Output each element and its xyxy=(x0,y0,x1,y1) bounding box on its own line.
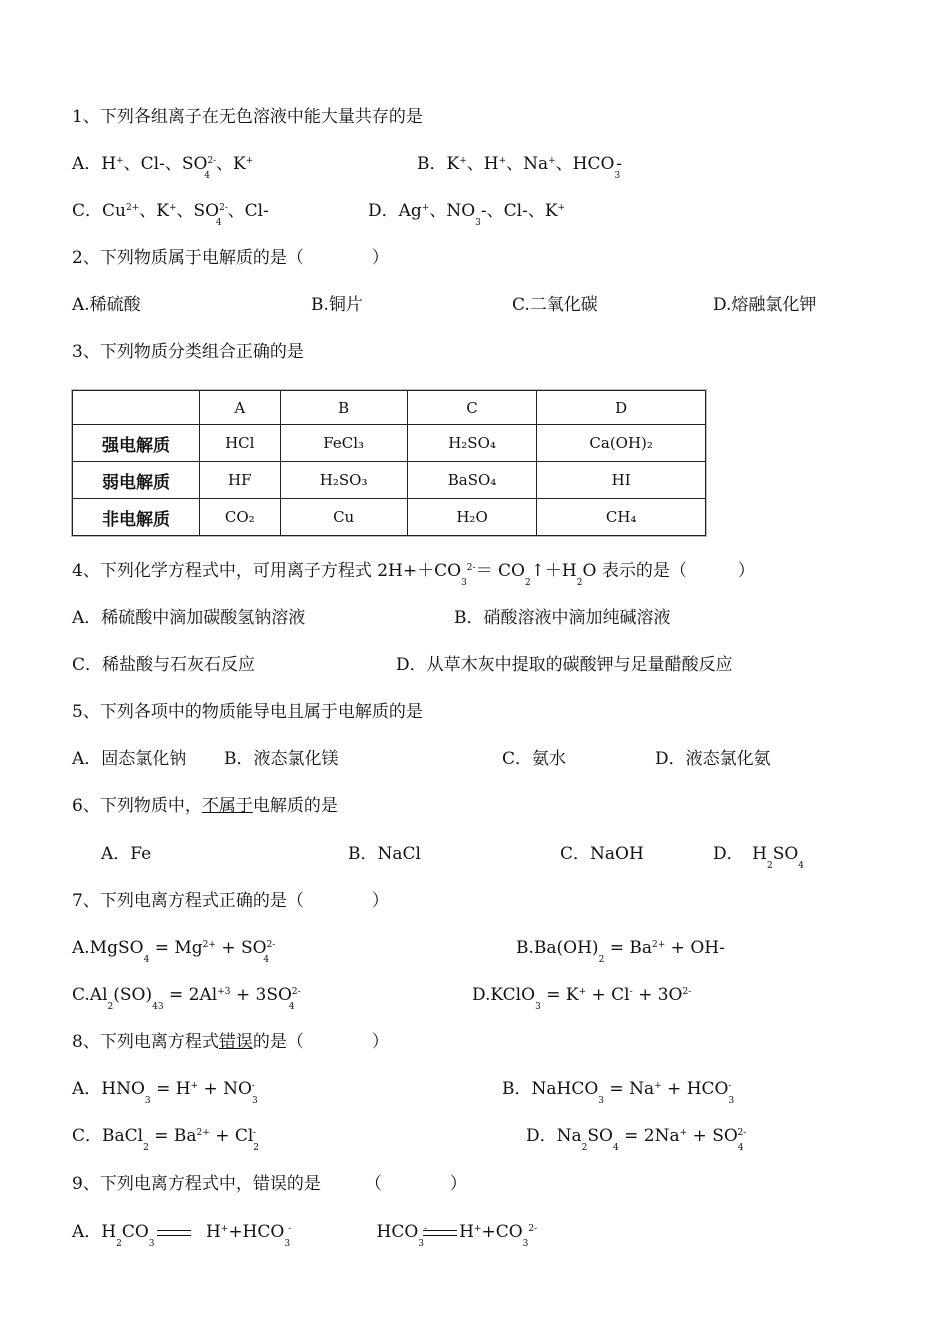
question-6-stem: 6、下列物质中，不属于电解质的是 xyxy=(72,796,338,816)
table-cell: Cu xyxy=(280,499,407,536)
question-7-stem: 7、下列电离方程式正确的是（ ） xyxy=(72,891,389,911)
q7-option-b: $B.Ba(OH)_2 = Ba^{2+} + OH-$ xyxy=(516,938,725,965)
q6-option-a: A．Fe xyxy=(101,844,152,864)
q5-option-b: B．液态氯化镁 xyxy=(224,749,339,769)
q7-option-c: $C.Al_2(SO)_{43} = 2Al^{+3} + 3SO^{2-}_4$ xyxy=(72,985,301,1012)
question-2-stem: 2、下列物质属于电解质的是（ ） xyxy=(72,248,389,268)
q8-option-c: C．BaCl$_2$ = $Ba^{2+} + Cl_2^-$ xyxy=(72,1126,260,1153)
table-row xyxy=(73,462,706,499)
q2-option-d: D.熔融氯化钾 xyxy=(713,295,817,315)
q4-option-b: B．硝酸溶液中滴加纯碱溶液 xyxy=(454,608,671,628)
table-cell: FeCl₃ xyxy=(280,425,407,462)
q1-option-c: C．$Cu^{2+}$、K+、$SO^{2-}_4$、Cl- xyxy=(72,201,269,228)
q8-option-b: B．NaHCO$_3$ = $Na^+ + HCO_3^-$ xyxy=(502,1079,735,1106)
q2-option-a: A.稀硫酸 xyxy=(72,295,141,315)
q5-option-d: D．液态氯化氨 xyxy=(655,749,771,769)
table-cell: HF xyxy=(200,462,281,499)
q1-option-d: D．Ag+、$NO_3-$、Cl-、K+ xyxy=(368,201,566,228)
row-header: 非电解质 xyxy=(73,499,200,536)
table-header-cell: D xyxy=(537,391,706,425)
table-row xyxy=(73,499,706,536)
q2-option-b: B.铜片 xyxy=(311,295,363,315)
table-cell: H₂SO₄ xyxy=(407,425,537,462)
table-header-row xyxy=(73,391,706,425)
question-1-stem: 1、下列各组离子在无色溶液中能大量共存的是 xyxy=(72,107,423,127)
question-5-stem: 5、下列各项中的物质能导电且属于电解质的是 xyxy=(72,702,423,722)
table-cell: HCl xyxy=(200,425,281,462)
q4-option-c: C．稀盐酸与石灰石反应 xyxy=(72,655,256,675)
question-9-stem: 9、下列电离方程式中，错误的是 （ ） xyxy=(72,1174,467,1194)
q8-option-d: D．$Na_2SO_4 = 2Na^+ + SO_4^{2-}$ xyxy=(526,1126,747,1153)
q7-option-a: A.MgSO$_4$ = $Mg^{2+} + SO^{2-}_4$ xyxy=(72,938,276,965)
table-cell: HI xyxy=(537,462,706,499)
classification-table xyxy=(72,390,706,536)
question-4-stem: 4、下列化学方程式中，可用离子方程式 $2H++CO_3^{2-}=$ $CO_2↑+H_2O$ 表示的是（ ） xyxy=(72,561,755,588)
table-cell: H₂O xyxy=(407,499,537,536)
equilibrium-arrow-icon xyxy=(157,1227,191,1239)
q4-option-d: D．从草木灰中提取的碳酸钾与足量醋酸反应 xyxy=(396,655,733,675)
equilibrium-arrow-icon xyxy=(423,1227,457,1239)
row-header: 强电解质 xyxy=(73,425,200,462)
question-8-stem: 8、下列电离方程式错误的是（ ） xyxy=(72,1032,389,1052)
table-cell: H₂SO₃ xyxy=(280,462,407,499)
q5-option-a: A．固态氯化钠 xyxy=(72,749,187,769)
row-header: 弱电解质 xyxy=(73,462,200,499)
q1-option-a: A．H+、Cl-、$SO^{2-}_4$、K+ xyxy=(72,154,254,181)
table-header-cell: B xyxy=(280,391,407,425)
q6-option-b: B．NaCl xyxy=(348,844,421,864)
q8-option-a: A．$HNO_3 = H^+ + NO_3^-$ xyxy=(72,1079,258,1106)
q6-option-c: C．NaOH xyxy=(560,844,644,864)
table-row xyxy=(73,425,706,462)
q6-option-d: D． $H_2SO_4$ xyxy=(713,844,805,871)
q4-option-a: A．稀硫酸中滴加碳酸氢钠溶液 xyxy=(72,608,306,628)
question-3-stem: 3、下列物质分类组合正确的是 xyxy=(72,342,304,362)
table-cell: CH₄ xyxy=(537,499,706,536)
table-header-cell: A xyxy=(200,391,281,425)
table-header-cell xyxy=(73,391,200,425)
table-cell: BaSO₄ xyxy=(407,462,537,499)
table-cell: Ca(OH)₂ xyxy=(537,425,706,462)
q5-option-c: C．氨水 xyxy=(502,749,567,769)
q1-option-b: B．K+、H+、Na+、$HCO_3-$ xyxy=(417,154,622,181)
q9-option-a: A．$H_2CO_3$ $H^++HCO_3^-$ $HCO_3^-$ $H^++CO_3^{2-}$ xyxy=(72,1222,538,1249)
table-header-cell: C xyxy=(407,391,537,425)
q7-option-d: D.KClO$_3$ = $K^+ + Cl^- + 3O^{2-}$ xyxy=(472,985,692,1012)
table-cell: CO₂ xyxy=(200,499,281,536)
q2-option-c: C.二氧化碳 xyxy=(512,295,598,315)
